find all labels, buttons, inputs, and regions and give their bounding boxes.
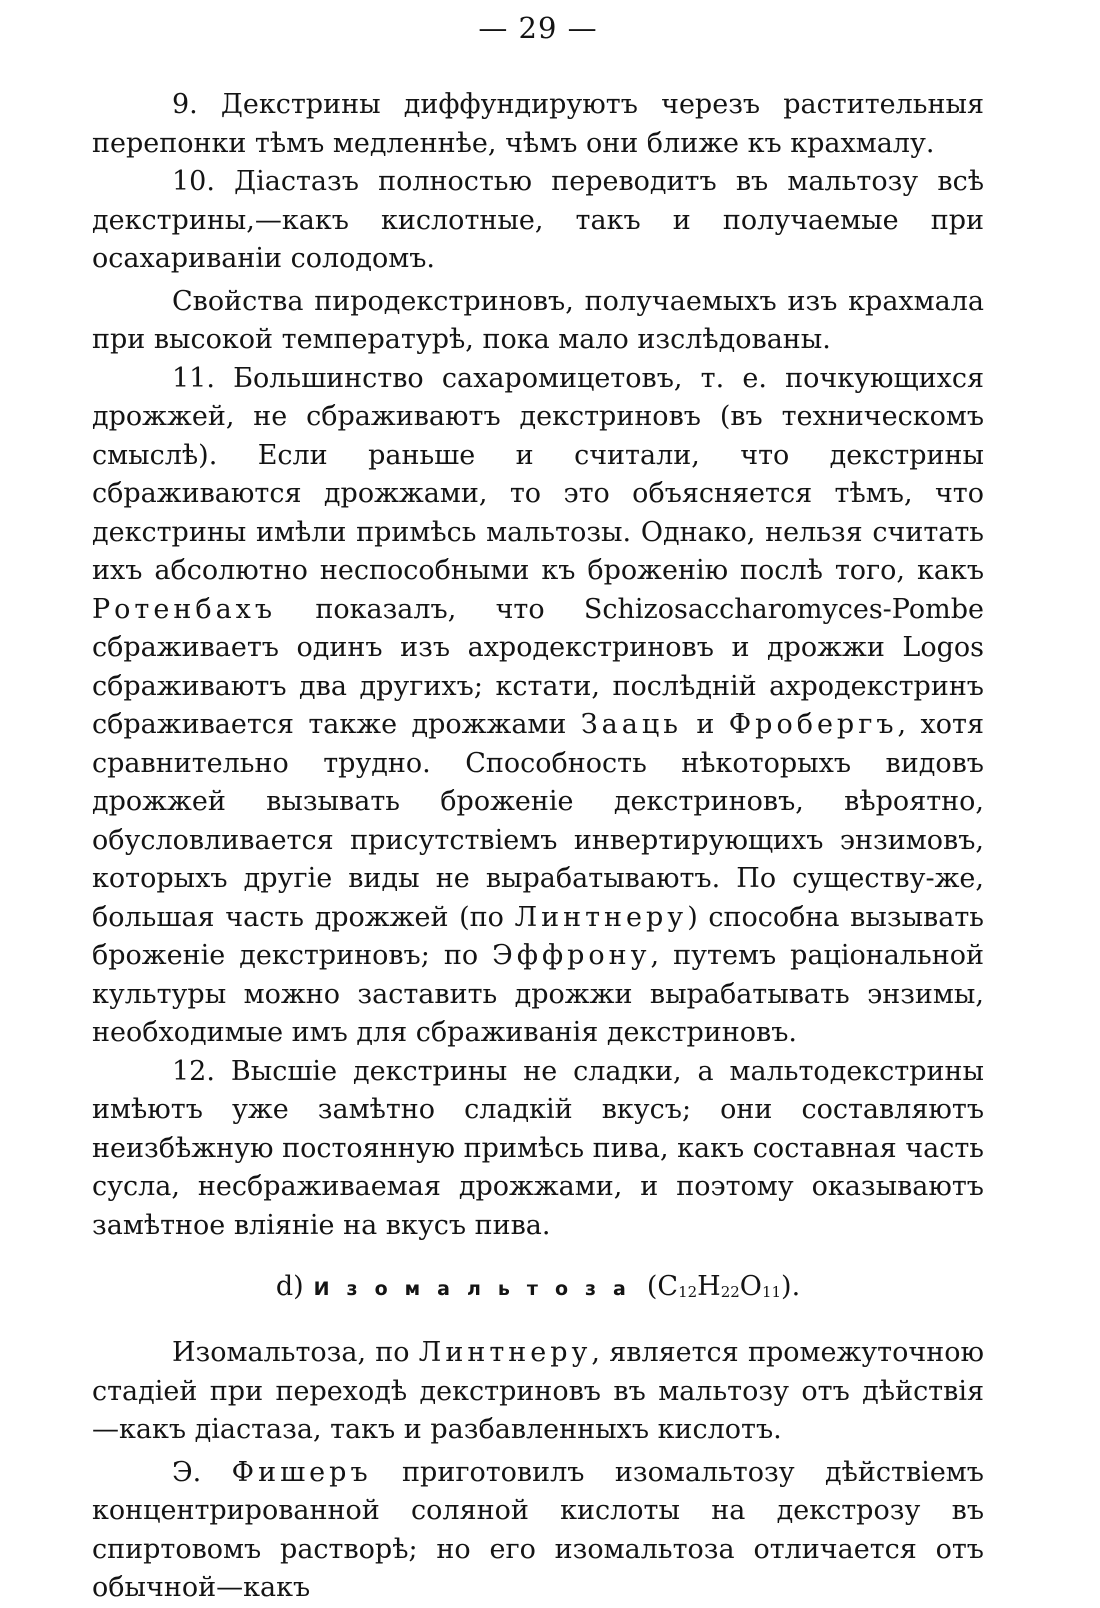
section-term: Изомальтоза: [313, 1278, 643, 1300]
author-effront: Эффрону: [492, 940, 651, 971]
paragraph-11-text-3: и: [681, 709, 729, 740]
paragraph-11-text-6: , путемъ раціональной культуры можно заставить дрожжи вырабатывать энзимы, необходимые имъ для сбраживанія декстриновъ.: [92, 940, 984, 1048]
formula: $(C_{12}H_{22}O_{11})$.: [646, 1271, 801, 1302]
paragraph-9: 9. Декстрины диффундируютъ черезъ растительныя перепонки тѣмъ медленнѣе, чѣмъ они ближе къ крахмалу.: [92, 89, 984, 159]
paragraph-isomaltose-2: Э. Фишеръ приготовилъ изомальтозу дѣйствіемъ концентрированной соляной кислоты на декстрозу въ спиртовомъ растворѣ; но его изомальтоза отличается отъ обычной—какъ: [92, 1456, 984, 1603]
section-letter: d): [275, 1271, 304, 1302]
paragraph-10: 10. Діастазъ полностью переводитъ въ мальтозу всѣ декстрины,—какъ кислотные, такъ и получаемые при осахариваніи солодомъ.: [92, 166, 984, 274]
paragraph-11-text-2: показалъ, что Schizosaccharomyces-Pombe сбраживаетъ одинъ изъ ахродекстриновъ и дрожжи Logos сбраживаютъ два другихъ; кстати, послѣдній ахродекстринъ сбраживается также дрожжами: [92, 593, 984, 740]
author-lintner: Линтнеру: [514, 901, 688, 933]
author-froberg: Фробергъ: [728, 709, 898, 740]
paragraph-12: 12. Высшіе декстрины не сладки, а мальтодекстрины имѣютъ уже замѣтно сладкій вкусъ; они составляютъ неизбѣжную постоянную примѣсь пива, какъ составная часть сусла, несбраживаемая дрожжами, и поэтому оказываютъ замѣтное вліяніе на вкусъ пива.: [92, 1055, 984, 1241]
paragraph-11-text-4: , хотя сравнительно трудно. Способность нѣкоторыхъ видовъ дрожжей вызывать броженіе декстриновъ, вѣроятно, обусловливается присутствіемъ инвертирующихъ энзимовъ, которыхъ другіе виды не вырабатываютъ. По существу-же, большая часть дрожжей (по: [92, 709, 984, 933]
section-heading-isomaltose: [92, 1267, 984, 1312]
paragraph-11: [92, 360, 984, 1053]
author-fischer: Фишеръ: [231, 1456, 372, 1488]
paragraph-isomaltose-1: Изомальтоза, по Линтнеру, является промежуточною стадіей при переходѣ декстриновъ въ мальтозу отъ дѣйствія—какъ діастаза, такъ и разбавленныхъ кислотъ.: [92, 1337, 984, 1445]
book-page: [92, 10, 984, 1603]
page-number: — 29 —: [478, 11, 598, 45]
author-rotenbach: Ротенбахъ: [92, 593, 277, 625]
paragraph-11-text-1: 11. Большинство сахаромицетовъ, т. е. почкующихся дрожжей, не сбраживаютъ декстриновъ (въ техническомъ смыслѣ). Если раньше и считали, что декстрины сбраживаются дрожжами, то это объясняется тѣмъ, что декстрины имѣли примѣсь мальтозы. Однако, нельзя считать ихъ абсолютно неспособными къ броженію послѣ того, какъ: [92, 362, 984, 586]
paragraph-pyrodextrins: Свойства пиродекстриновъ, получаемыхъ изъ крахмала при высокой температурѣ, пока мало изслѣдованы.: [92, 285, 984, 355]
paragraph-11-text-5: ) способна вызывать броженіе декстриновъ; по: [92, 901, 984, 971]
author-lintner-2: Линтнеру: [418, 1337, 592, 1368]
author-zaats: Зааць: [580, 709, 682, 740]
